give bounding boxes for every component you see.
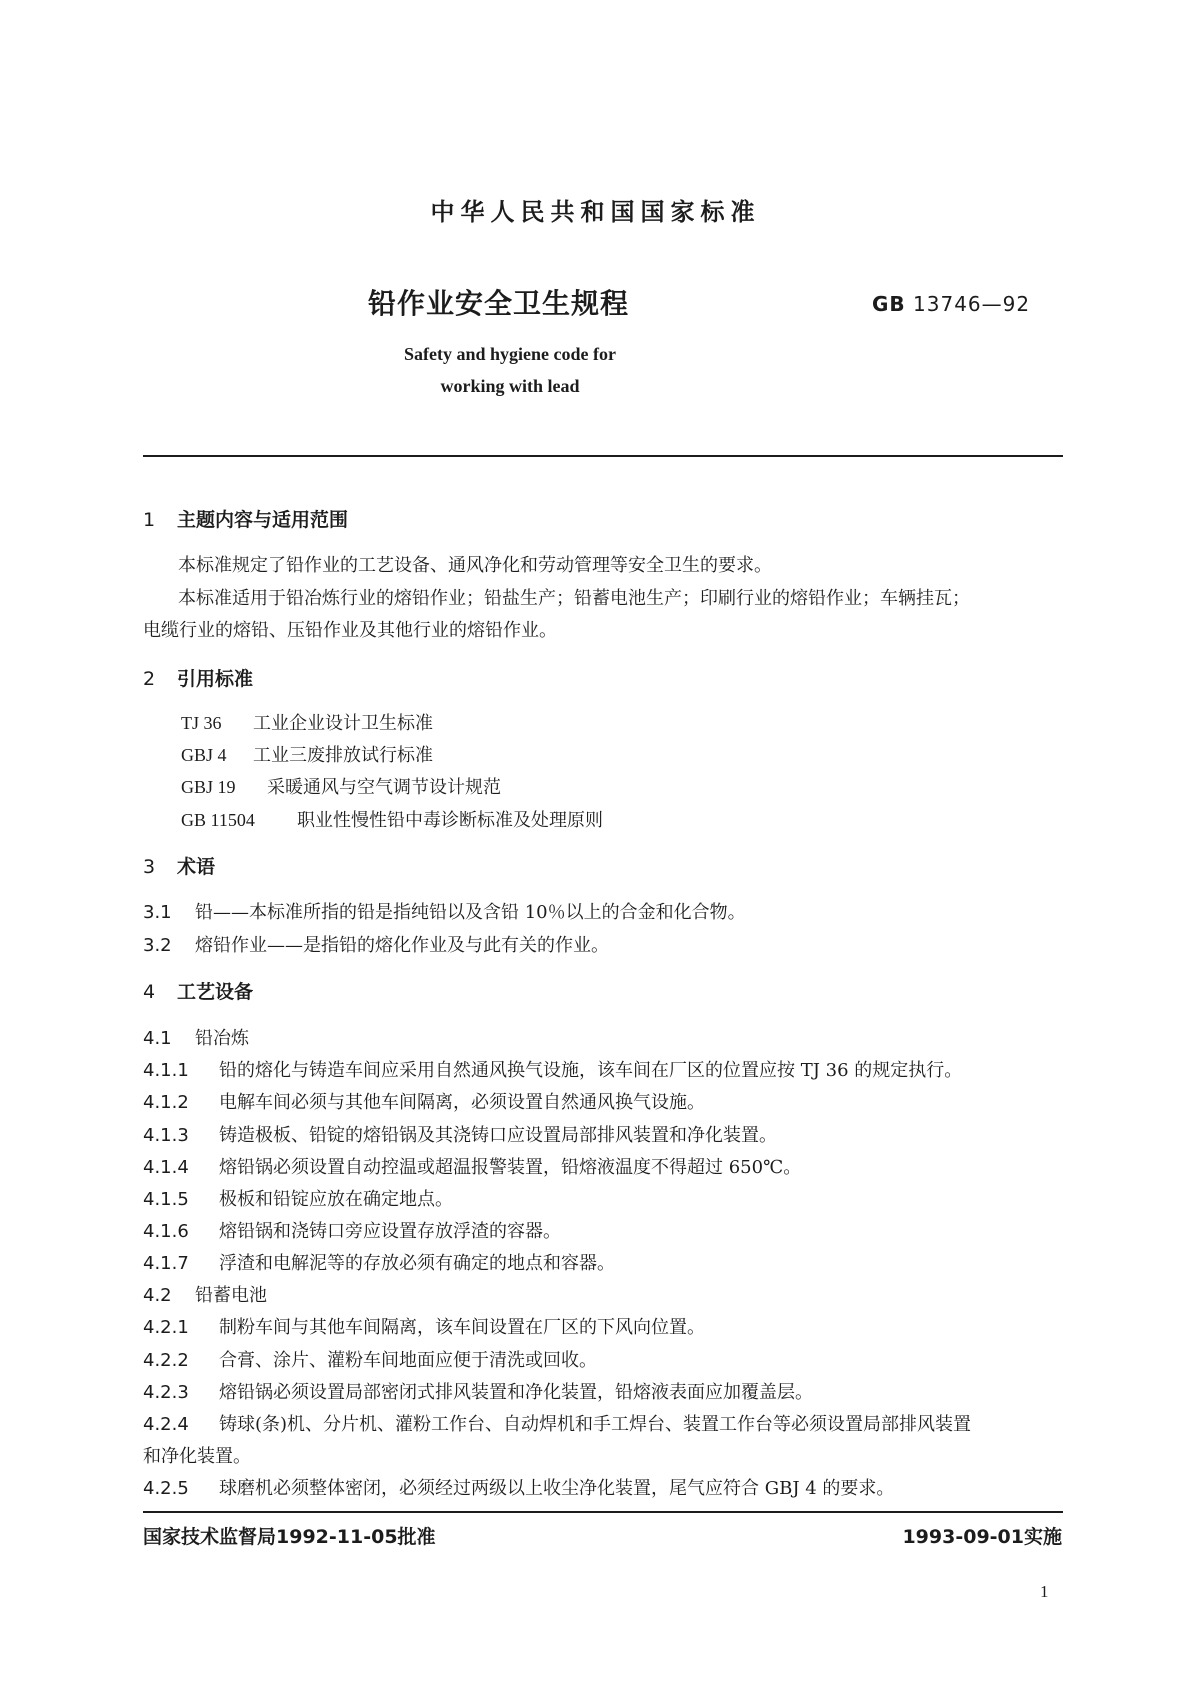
section-title: 工艺设备 — [177, 981, 254, 1003]
document-title-cn: 铅作业安全卫生规程 — [368, 287, 630, 320]
clause-item — [143, 1249, 615, 1275]
standard-code-number: 13746—92 — [913, 292, 1031, 316]
item-number: 4.1.3 — [143, 1125, 189, 1146]
clause-item — [143, 1410, 971, 1436]
clause-item — [143, 1121, 777, 1147]
item-number: 3.2 — [143, 935, 172, 956]
item-number: 4.1.5 — [143, 1189, 189, 1210]
footer-divider — [143, 1511, 1063, 1513]
item-number: 4.2.2 — [143, 1350, 189, 1371]
term-item — [143, 931, 609, 957]
item-text: 铸球(条)机、分片机、灌粉工作台、自动焊机和手工焊台、装置工作台等必须设置局部排风装置 — [219, 1414, 972, 1435]
clause-item — [143, 1153, 801, 1179]
item-text: 熔铅锅必须设置局部密闭式排风装置和净化装置，铅熔液表面应加覆盖层。 — [219, 1382, 813, 1403]
section-title: 主题内容与适用范围 — [177, 509, 349, 531]
clause-item — [143, 1378, 813, 1404]
approval-date: 国家技术监督局1992-11-05批准 — [143, 1526, 436, 1548]
document-title-en-line2: working with lead — [440, 376, 580, 396]
section-title: 术语 — [177, 856, 216, 878]
section-1-heading — [143, 505, 348, 532]
item-number: 4.1.1 — [143, 1060, 189, 1081]
item-text: 浮渣和电解泥等的存放必须有确定的地点和容器。 — [219, 1253, 615, 1274]
reference-code: TJ 36 — [181, 713, 222, 733]
clause-item — [143, 1056, 962, 1082]
item-number: 4.2.4 — [143, 1414, 189, 1435]
item-text: 合膏、涂片、灌粉车间地面应便于清洗或回收。 — [219, 1350, 597, 1371]
item-text: 电解车间必须与其他车间隔离，必须设置自然通风换气设施。 — [219, 1092, 705, 1113]
section-number: 2 — [143, 668, 156, 690]
clause-item — [143, 1217, 561, 1243]
clause-item — [143, 1474, 894, 1500]
page-number: 1 — [1040, 1582, 1049, 1601]
reference-name: 采暖通风与空气调节设计规范 — [267, 777, 501, 798]
item-number: 4.1.4 — [143, 1157, 189, 1178]
section-1-paragraph-2-line-2: 电缆行业的熔铅、压铅作业及其他行业的熔铅作业。 — [143, 620, 557, 641]
clause-item — [143, 1313, 705, 1339]
reference-name: 职业性慢性铅中毒诊断标准及处理原则 — [297, 810, 603, 831]
item-number: 4.2 — [143, 1285, 172, 1306]
effective-date: 1993-09-01实施 — [902, 1526, 1062, 1548]
reference-code: GB 11504 — [181, 810, 255, 830]
item-text: 铸造极板、铅锭的熔铅锅及其浇铸口应设置局部排风装置和净化装置。 — [219, 1125, 777, 1146]
item-text: 铅冶炼 — [195, 1028, 249, 1049]
clause-item-continuation — [143, 1442, 251, 1468]
item-number: 4.1.7 — [143, 1253, 189, 1274]
clause-item — [143, 1185, 453, 1211]
reference-item — [181, 741, 433, 767]
item-text: 球磨机必须整体密闭，必须经过两级以上收尘净化装置，尾气应符合 GBJ 4 的要求。 — [219, 1478, 895, 1499]
section-title: 引用标准 — [177, 668, 254, 690]
national-standard-title: 中华人民共和国国家标准 — [430, 198, 761, 226]
reference-name: 工业三废排放试行标准 — [253, 745, 433, 766]
item-number: 4.2.5 — [143, 1478, 189, 1499]
item-number: 4.2.3 — [143, 1382, 189, 1403]
section-2-heading — [143, 664, 253, 691]
section-1-paragraph-2-line-1: 本标准适用于铅冶炼行业的熔铅作业；铅盐生产；铅蓄电池生产；印刷行业的熔铅作业；车辆挂瓦； — [178, 588, 970, 609]
reference-code: GBJ 19 — [181, 777, 236, 797]
item-text: 铅的熔化与铸造车间应采用自然通风换气设施，该车间在厂区的位置应按 TJ 36 的规定执行。 — [219, 1060, 963, 1081]
standard-code — [872, 292, 1030, 316]
item-text: 铅——本标准所指的铅是指纯铅以及含铅 10％以上的合金和化合物。 — [195, 902, 746, 923]
section-4-heading — [143, 977, 253, 1004]
section-number: 1 — [143, 509, 156, 531]
reference-item — [181, 806, 603, 832]
section-3-heading — [143, 852, 215, 879]
clause-item — [143, 1346, 597, 1372]
item-text: 铅蓄电池 — [195, 1285, 267, 1306]
item-text: 制粉车间与其他车间隔离，该车间设置在厂区的下风向位置。 — [219, 1317, 705, 1338]
item-number: 4.2.1 — [143, 1317, 189, 1338]
document-title-en-line1: Safety and hygiene code for — [404, 344, 616, 364]
item-text: 极板和铅锭应放在确定地点。 — [219, 1189, 453, 1210]
reference-code: GBJ 4 — [181, 745, 227, 765]
section-number: 4 — [143, 981, 156, 1003]
clause-item — [143, 1088, 705, 1114]
item-text: 熔铅锅必须设置自动控温或超温报警装置，铅熔液温度不得超过 650℃。 — [219, 1157, 802, 1178]
reference-name: 工业企业设计卫生标准 — [253, 713, 433, 734]
term-item — [143, 898, 746, 924]
item-number: 3.1 — [143, 902, 172, 923]
standard-code-prefix: GB — [872, 292, 906, 316]
header-divider — [143, 455, 1063, 457]
item-number: 4.1 — [143, 1028, 172, 1049]
section-number: 3 — [143, 856, 156, 878]
reference-item — [181, 709, 433, 735]
item-text: 和净化装置。 — [143, 1446, 251, 1467]
item-number: 4.1.6 — [143, 1221, 189, 1242]
reference-item — [181, 773, 501, 799]
section-1-paragraph-1: 本标准规定了铅作业的工艺设备、通风净化和劳动管理等安全卫生的要求。 — [178, 555, 772, 576]
clause-item — [143, 1281, 267, 1307]
item-text: 熔铅作业——是指铅的熔化作业及与此有关的作业。 — [195, 935, 609, 956]
item-text: 熔铅锅和浇铸口旁应设置存放浮渣的容器。 — [219, 1221, 561, 1242]
clause-item — [143, 1024, 249, 1050]
item-number: 4.1.2 — [143, 1092, 189, 1113]
